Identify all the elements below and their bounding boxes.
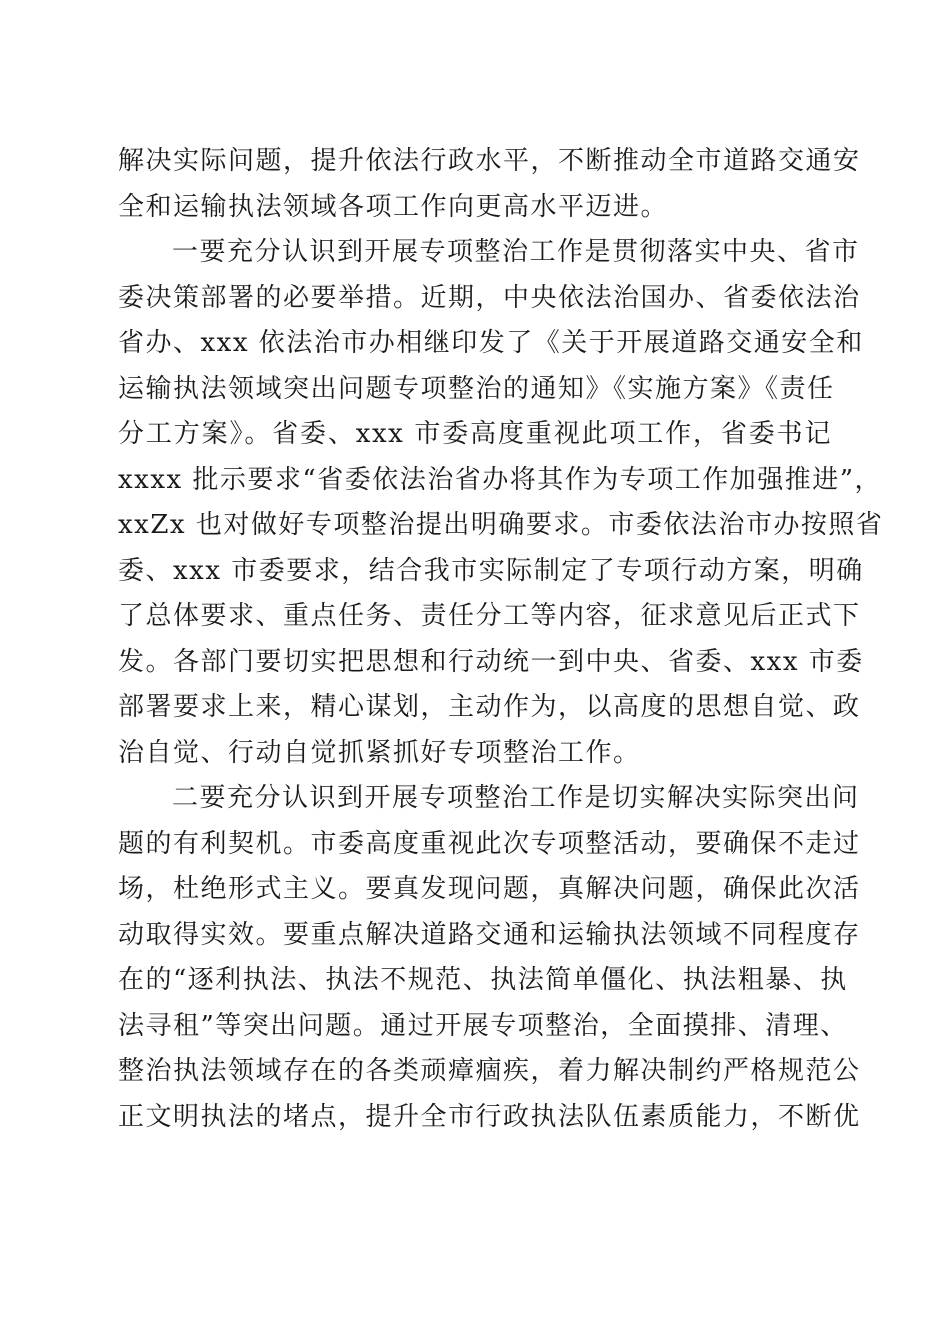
text-line: 在的“逐利执法、执法不规范、执法简单僵化、执法粗暴、执 (118, 965, 848, 995)
text-line: 部署要求上来，精心谋划，主动作为，以高度的思想自觉、政 (118, 692, 861, 722)
paragraph-continued (118, 139, 861, 230)
text-line: 场，杜绝形式主义。要真发现问题，真解决问题，确保此次活 (118, 874, 861, 904)
text-line: 运输执法领域突出问题专项整治的通知》《实施方案》《责任 (118, 373, 835, 404)
text-line: 正文明执法的堵点，提升全市行政执法队伍素质能力，不断优 (118, 1101, 861, 1132)
text-line: 委决策部署的必要举措。近期，中央依法治国办、省委依法治 (118, 282, 861, 313)
text-line: 一要充分认识到开展专项整治工作是贯彻落实中央、省市 (172, 237, 860, 267)
paragraph-second-point (118, 776, 861, 1140)
text-line: xxZx 也对做好专项整治提出明确要求。市委依法治市办按照省 (118, 510, 884, 540)
text-line: 法寻租”等突出问题。通过开展专项整治，全面摸排、清理、 (118, 1010, 848, 1041)
text-line: 题的有利契机。市委高度重视此次专项整活动，要确保不走过 (118, 828, 861, 859)
text-line: 省办、xxx 依法治市办相继印发了《关于开展道路交通安全和 (118, 328, 864, 358)
paragraph-first-point (118, 230, 884, 776)
document-body (118, 139, 884, 1140)
text-line: xxxx 批示要求“省委依法治省办将其作为专项工作加强推进”， (118, 464, 883, 495)
text-line: 委、xxx 市委要求，结合我市实际制定了专项行动方案，明确 (118, 555, 864, 586)
text-line: 了总体要求、重点任务、责任分工等内容，征求意见后正式下 (118, 601, 861, 631)
text-line: 动取得实效。要重点解决道路交通和运输执法领域不同程度存 (118, 919, 861, 950)
text-line: 发。各部门要切实把思想和行动统一到中央、省委、xxx 市委 (118, 646, 864, 677)
text-line: 治自觉、行动自觉抓紧抓好专项整治工作。 (118, 737, 641, 768)
text-line: 分工方案》。省委、xxx 市委高度重视此项工作，省委书记 (118, 419, 832, 449)
text-line: 整治执法领域存在的各类顽瘴痼疾，着力解决制约严格规范公 (118, 1056, 861, 1086)
text-line: 解决实际问题，提升依法行政水平，不断推动全市道路交通安 (118, 146, 861, 176)
text-line: 二要充分认识到开展专项整治工作是切实解决实际突出问 (172, 783, 860, 813)
text-line: 全和运输执法领域各项工作向更高水平迈进。 (118, 191, 669, 222)
